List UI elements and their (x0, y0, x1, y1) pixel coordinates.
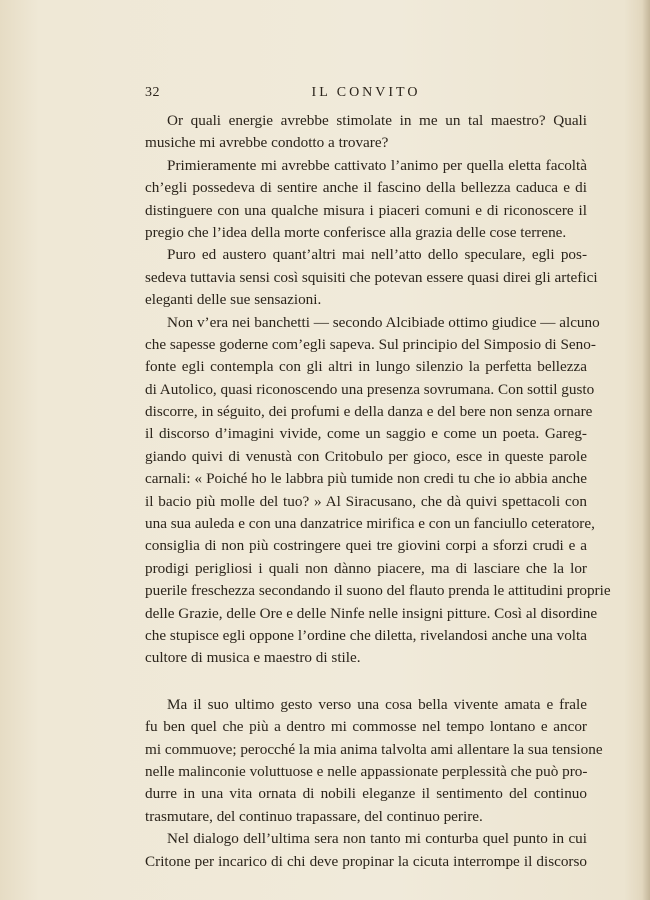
text-line: una sua auleda e con una danzatrice mirifica e con un fanciullo ceteratore, (145, 515, 595, 533)
text-line: cultore di musica e maestro di stile. (145, 649, 361, 667)
text-line: Non v’era nei banchetti — secondo Alcibiade ottimo giudice — alcuno (167, 313, 600, 331)
text-line: sedeva tuttavia sensi così squisiti che potevan essere quasi direi gli artefici (145, 268, 598, 286)
page-number: 32 (145, 85, 160, 100)
text-line: giando quivi di venustà con Critobulo per gioco, esce in queste parole (145, 447, 587, 465)
text-line: pregio che l’idea della morte conferisce alla grazia delle cose terrene. (145, 223, 567, 241)
text-line: Primieramente mi avrebbe cattivato l’animo per quella eletta facoltà (167, 156, 587, 174)
text-line: Puro ed austero quant’altri mai nell’atto dello speculare, egli pos- (167, 246, 587, 264)
text-line: discorre, in séguito, dei profumi e della danza e del bere non senza ornare (145, 403, 593, 421)
text-line: che stupisce egli oppone l’ordine che diletta, rivelandosi anche una volta (145, 626, 587, 644)
text-line: Or quali energie avrebbe stimolate in me un tal maestro? Quali (167, 112, 587, 129)
text-line: trasmutare, del continuo trapassare, del continuo perire. (145, 807, 483, 825)
text-line: delle Grazie, delle Ore e delle Ninfe nelle insigni pitture. Così al disordine (145, 604, 598, 622)
text-line: fu ben quel che più a dentro mi commosse nel tempo lontano e ancor (145, 718, 587, 736)
text-line: eleganti delle sue sensazioni. (145, 291, 322, 309)
paragraph (145, 244, 598, 311)
text-line: prodigi perigliosi i quali non dànno piacere, ma di lasciare che la lor (145, 559, 587, 577)
text-line: il discorso d’imagini vivide, come un saggio e come un poeta. Gareg- (145, 425, 587, 443)
section-break (145, 670, 587, 694)
text-line: ch’egli possedeva di sentire anche il fascino della bellezza caduca e di (145, 179, 587, 197)
paragraph (145, 312, 611, 670)
text-line: musiche mi avrebbe condotto a trovare? (145, 134, 389, 152)
paragraph (145, 694, 603, 828)
paragraph (145, 828, 587, 873)
text-line: Ma il suo ultimo gesto verso una cosa bella vivente amata e frale (167, 695, 587, 713)
paragraph (145, 155, 587, 245)
text-line: durre in una vita ornata di nobili eleganze il sentimento del continuo (145, 785, 587, 803)
text-line: distinguere con una qualche misura i piaceri comuni e di riconoscere il (145, 201, 587, 219)
page-edge-shadow (642, 0, 650, 900)
text-line: puerile freschezza secondando il suono del flauto prenda le attitudini proprie (145, 582, 611, 600)
text-line: Critone per incarico di chi deve propinar la cicuta interrompe il discorso (145, 852, 587, 870)
text-line: mi commuove; perocché la mia anima talvolta ami allentare la sua tensione (145, 740, 603, 758)
running-header (145, 85, 587, 105)
body-text (145, 110, 611, 873)
text-line: nelle malinconie voluttuose e nelle appassionate perplessità che può pro- (145, 762, 588, 780)
text-line: consiglia di non più costringere quei tre giovini corpi a sforzi crudi e a (145, 537, 587, 555)
text-line: il bacio più molle del tuo? » Al Siracusano, che dà quivi spettacoli con (145, 492, 587, 510)
text-line: di Autolico, quasi riconoscendo una presenza sovrumana. Con sottil gusto (145, 380, 595, 398)
text-line: carnali: « Poiché ho le labbra più tumide non credi tu che io abbia anche (145, 470, 587, 488)
text-line: che sapesse goderne com’egli sapeva. Sul principio del Simposio di Seno- (145, 335, 596, 353)
paragraph (145, 110, 587, 155)
text-line: fonte egli contempla con gli altri in lungo silenzio la perfetta bellezza (145, 358, 587, 376)
text-line: Nel dialogo dell’ultima sera non tanto mi conturba quel punto in cui (167, 830, 587, 848)
running-title: IL CONVITO (311, 85, 421, 100)
